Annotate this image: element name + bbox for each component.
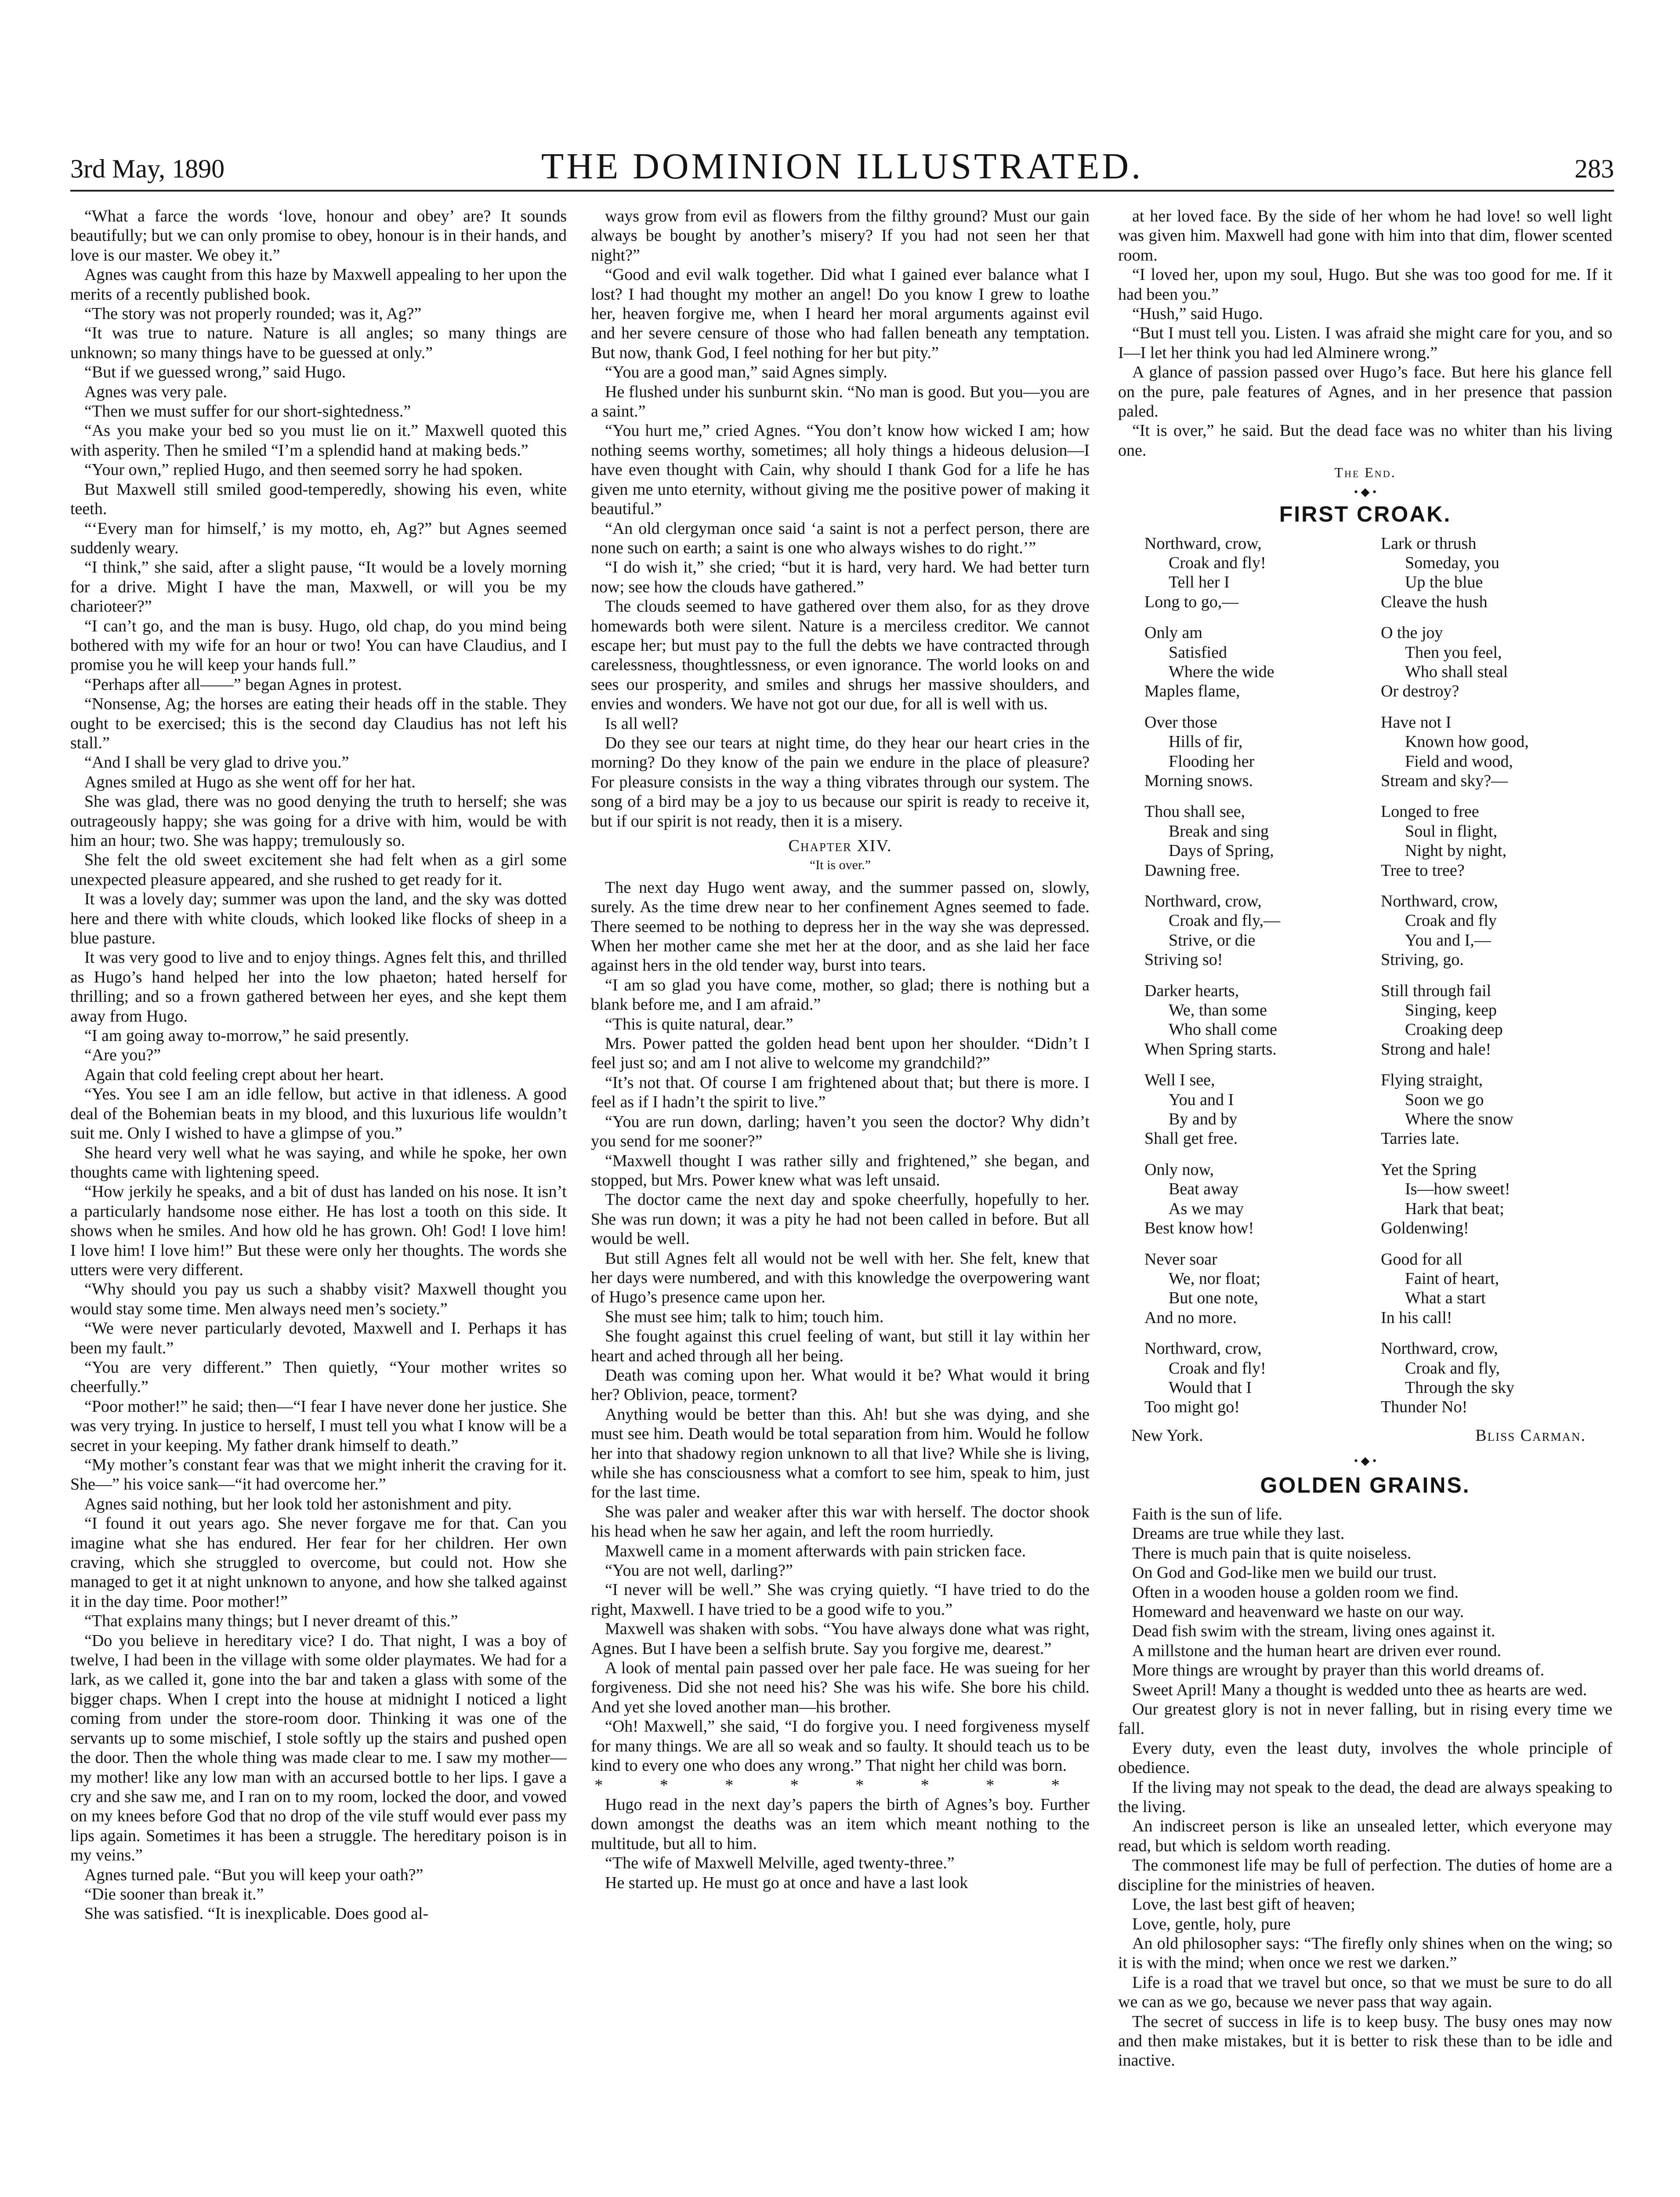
poem-title: FIRST CROAK. (1279, 502, 1452, 527)
paragraph: “My mother’s constant fear was that we might inherit the craving for it. She—” his voice sank—“it had overcome her.” (70, 1456, 567, 1494)
poem-line: But one note, (1169, 1289, 1258, 1308)
poem-stanza (1381, 981, 1590, 1059)
poem-stanza (1144, 1250, 1354, 1328)
paragraph: “I never will be well.” She was crying quietly. “I have tried to do the right, Maxwell. I have tried to be a good wife to you.” (591, 1581, 1090, 1619)
paragraph: “You are very different.” Then quietly, “Your mother writes so cheerfully.” (70, 1358, 567, 1396)
paragraph: “The story was not properly rounded; was it, Ag?” (84, 305, 422, 323)
paragraph: It was a lovely day; summer was upon the land, and the sky was dotted here and there with white clouds, which looked like flocks of sheep in a blue pasture. (70, 890, 567, 948)
paragraph: Anything would be better than this. Ah! but she was dying, and she must see him. Death would be total separation from him. Would he follow her into that shadowy region unknown to all that live? While she is living, while she has consciousness what a comfort to see him, speak to him, just for the last time. (591, 1405, 1090, 1502)
poem-line: Only am (1144, 624, 1202, 642)
paragraph: “It’s not that. Of course I am frightened about that; but there is more. I feel as if I hadn’t the spirit to live.” (591, 1073, 1090, 1112)
poem-line: Up the blue (1405, 573, 1483, 592)
poem-line: Known how good, (1405, 732, 1529, 751)
paragraph: “Then we must suffer for our short-sightedness.” (84, 402, 411, 421)
grains-couplet (1118, 1895, 1612, 1934)
paragraph: “But if we guessed wrong,” said Hugo. (84, 363, 346, 382)
poem-line: Over those (1144, 713, 1217, 732)
poem-line: You and I (1169, 1090, 1234, 1109)
poem-stanza (1381, 1339, 1590, 1417)
poem-line: Flooding her (1169, 752, 1255, 771)
paragraph: Death was coming upon her. What would it be? What would it bring her? Oblivion, peace, torment? (591, 1366, 1090, 1404)
poem-line: Shall get free. (1144, 1129, 1238, 1148)
paragraph: He started up. He must go at once and have a last look (605, 1873, 968, 1892)
poem-line: Days of Spring, (1169, 841, 1274, 860)
poem-line: Is—how sweet! (1405, 1180, 1510, 1199)
header-rule (70, 190, 1614, 192)
paragraph: Mrs. Power patted the golden head bent upon her shoulder. “Didn’t I feel just so; and am I not alive to welcome my grandchild?” (591, 1034, 1090, 1073)
poem-line: As we may (1169, 1199, 1244, 1218)
poem-place: New York. (1131, 1426, 1203, 1445)
paragraph: “I loved her, upon my soul, Hugo. But she was too good for me. If it had been you.” (1118, 265, 1612, 304)
story-text-col1 (70, 207, 567, 1924)
poem-line: Where the wide (1169, 662, 1274, 681)
grain-item: An indiscreet person is like an unsealed letter, which everyone may read, but which is seldom worth reading. (1118, 1817, 1612, 1855)
ornament-divider: • ◆ • (1354, 485, 1377, 498)
paragraph: “What a farce the words ‘love, honour and obey’ are? It sounds beautifully; but we can only promise to obey, honour is in their hands, and love is our master. We obey it.” (70, 207, 567, 265)
paragraph: Agnes said nothing, but her look told her astonishment and pity. (84, 1494, 512, 1513)
poem-line: Tell her I (1169, 573, 1230, 592)
couplet-line: Love, the last best gift of heaven; (1132, 1895, 1355, 1914)
grains-title: GOLDEN GRAINS. (1260, 1472, 1470, 1497)
paragraph: “Maxwell thought I was rather silly and frightened,” she began, and stopped, but Mrs. Power knew what was left unsaid. (591, 1151, 1090, 1189)
paragraph: “As you make your bed so you must lie on it.” Maxwell quoted this with asperity. Then he smiled “I’m a splendid hand at making beds.” (70, 421, 567, 460)
poem-right-column (1381, 534, 1590, 1428)
paragraph: But Maxwell still smiled good-temperedly, showing his even, white teeth. (70, 480, 567, 518)
poem-stanza (1144, 1339, 1354, 1417)
grain-item: Faith is the sun of life. (1132, 1505, 1282, 1523)
poem-stanza (1144, 534, 1354, 612)
poem-line: Thunder No! (1380, 1398, 1468, 1417)
paragraph: He flushed under his sunburnt skin. “No man is good. But you—you are a saint.” (591, 382, 1090, 421)
paragraph: “How jerkily he speaks, and a bit of dust has landed on his nose. It isn’t a particularly handsome nose either. He has lost a tooth on this side. It shows when he smiles. And how old he has grown. Oh! God! I love him! I love him! I love him!” But these were only her thoughts. The words she utters were very different. (70, 1182, 567, 1279)
grain-item: If the living may not speak to the dead, the dead are always speaking to the living. (1118, 1778, 1612, 1816)
paragraph: “Perhaps after all——” began Agnes in protest. (84, 675, 402, 694)
poem-line: Northward, crow, (1380, 1339, 1498, 1358)
poem-line: Field and wood, (1405, 752, 1513, 771)
poem-line: Night by night, (1405, 841, 1507, 860)
story-text-col2a (591, 207, 1090, 831)
poem-line: Longed to free (1380, 802, 1479, 821)
poem-line: What a start (1405, 1289, 1486, 1308)
paragraph: “Yes. You see I am an idle fellow, but active in that idleness. A good deal of the Bohemian beats in my blood, and this luxurious life wouldn’t suit me. Only I wished to have a glimpse of you.” (70, 1085, 567, 1143)
poem-line: You and I,— (1405, 931, 1491, 950)
grain-item: On God and God-like men we build our trust. (1132, 1563, 1437, 1582)
paragraph: But still Agnes felt all would not be well with her. She felt, knew that her days were numbered, and with this knowledge the overpowering want of Hugo’s presence came upon her. (591, 1249, 1090, 1307)
poem-line: Stream and sky?— (1380, 771, 1508, 790)
column-1 (70, 207, 567, 2197)
paragraph: Agnes turned pale. “But you will keep your oath?” (84, 1865, 424, 1884)
poem-line: Flying straight, (1380, 1071, 1483, 1090)
paragraph: Agnes smiled at Hugo as she went off for her hat. (84, 772, 416, 791)
paragraph: “Nonsense, Ag; the horses are eating their heads off in the stable. They ought to be exercised; this is the second day Claudius has not left his stall.” (70, 695, 567, 752)
paragraph: She heard very well what he was saying, and while he spoke, her own thoughts came with lightening speed. (70, 1143, 567, 1182)
poem-line: Never soar (1144, 1250, 1217, 1269)
section-stars: * * * * * * * * (594, 1776, 1086, 1795)
paragraph: “You are run down, darling; haven’t you seen the doctor? Why didn’t you send for me sooner?” (591, 1112, 1090, 1151)
poem-stanza (1381, 534, 1590, 612)
paragraph: “You are not well, darling?” (605, 1561, 793, 1580)
poem-line: Croak and fly! (1169, 553, 1266, 572)
paragraph: She was satisfied. “It is inexplicable. Does good al- (84, 1904, 429, 1923)
poem-line: Or destroy? (1380, 682, 1459, 701)
poem-line: Good for all (1380, 1250, 1463, 1269)
poem-stanza (1381, 623, 1590, 701)
poem-line: Striving so! (1144, 950, 1223, 969)
poem-line: Only now, (1144, 1160, 1214, 1179)
paragraph: Do they see our tears at night time, do they hear our heart cries in the morning? Do they know of the pain we endure in the place of pleasure? For pleasure consists in the way a thing vibrates through our system. The song of a bird may be a joy to us because our spirit is ready to receive it, but if our spirit is not ready, then it is a misery. (591, 733, 1090, 830)
paragraph: A glance of passion passed over Hugo’s face. But here his glance fell on the pure, pale features of Agnes, and in her presence that passion paled. (1118, 363, 1612, 421)
paragraph: “But I must tell you. Listen. I was afraid she might care for you, and so I—I let her think you had led Alminere wrong.” (1118, 324, 1612, 362)
poem-line: Too might go! (1144, 1398, 1240, 1417)
couplet-line: Love, gentle, holy, pure (1132, 1914, 1291, 1933)
paragraph: “I am so glad you have come, mother, so glad; there is nothing but a blank before me, and I am afraid.” (591, 975, 1090, 1014)
paragraph: Maxwell came in a moment afterwards with pain stricken face. (605, 1541, 1026, 1560)
paragraph: Agnes was very pale. (84, 382, 228, 401)
paragraph: “This is quite natural, dear.” (605, 1015, 793, 1033)
grain-item: The commonest life may be full of perfection. The duties of home are a discipline for the ministries of heaven. (1118, 1856, 1612, 1894)
issue-date: 3rd May, 1890 (70, 154, 225, 183)
story-text-col2b (591, 878, 1090, 1776)
poem-stanza (1144, 623, 1354, 701)
paragraph: Maxwell was shaken with sobs. “You have always done what was right, Agnes. But I have been a selfish brute. Say you forgive me, dearest.” (591, 1620, 1090, 1658)
poem-line: And no more. (1144, 1308, 1237, 1327)
paragraph: Again that cold feeling crept about her heart. (84, 1065, 384, 1084)
poem-line: Thou shall see, (1144, 802, 1246, 821)
poem-stanza (1381, 1250, 1590, 1328)
paragraph: The next day Hugo went away, and the summer passed on, slowly, surely. As the time drew near to her confinement Agnes seemed to fade. There seemed to be nothing to depress her in the way she was depressed. When her mother came she met her at the door, and as she laid her face against hers in the old tender way, burst into tears. (591, 878, 1090, 975)
poem-line: We, than some (1169, 1001, 1267, 1020)
paragraph: She must see him; talk to him; touch him. (605, 1307, 884, 1326)
paragraph: “I found it out years ago. She never forgave me for that. Can you imagine what she has endured. Her fear for her children. Her own craving, which she struggled to overcome, but could not. How she managed to get it at night unknown to anyone, and how she talked against it in the day time. Poor mother!” (70, 1514, 567, 1611)
poem-line: Hills of fir, (1169, 732, 1243, 751)
paragraph: “Do you believe in hereditary vice? I do. That night, I was a boy of twelve, I had been in the village with some older playmates. We had for a lark, as we called it, gone into the bar and taken a glass with some of the bigger chaps. When I crept into the house at midnight I noticed a light coming from under the store-room door. Thinking it was one of the servants up to some mischief, I stole softly up the stairs and pushed open the door. Then the whole thing was made clear to me. I saw my mother—my mother! like any low man with an accursed bottle to her lips. I gave a cry and she saw me, and I ran on to my room, locked the door, and vowed on my knees before God that no drop of the vile stuff would ever pass my lips again. Sometimes it has been a struggle. The hereditary poison is in my veins.” (70, 1631, 567, 1865)
paragraph: She felt the old sweet excitement she had felt when as a girl some unexpected pleasure appeared, and she rushed to get ready for it. (70, 851, 567, 889)
paragraph: ways grow from evil as flowers from the filthy ground? Must our gain always be bought by another’s misery? If you had not seen her that night?” (591, 207, 1090, 265)
paragraph: “I do wish it,” she cried; “but it is hard, very hard. We had better turn now; see how the clouds have gathered.” (591, 558, 1090, 596)
poem-stanza (1381, 802, 1590, 880)
poem-stanza (1144, 1070, 1354, 1149)
paragraph: The doctor came the next day and spoke cheerfully, hopefully to her. She was run down; it was a pity he had not been called in before. But all would be well. (591, 1190, 1090, 1248)
poem-line: Tree to tree? (1380, 861, 1465, 880)
paragraph: “I think,” she said, after a slight pause, “It would be a lovely morning for a drive. Might I have the man, Maxwell, or will you be my charioteer?” (70, 558, 567, 616)
poem-line: Dawning free. (1144, 861, 1240, 880)
grains-list (1118, 1505, 1612, 1895)
poem-line: Croaking deep (1405, 1020, 1503, 1039)
poem-stanza (1381, 892, 1590, 970)
poem-line: Break and sing (1169, 822, 1269, 841)
paragraph: Agnes was caught from this haze by Maxwell appealing to her upon the merits of a recently published book. (70, 265, 567, 304)
grain-item: Every duty, even the least duty, involves the whole principle of obedience. (1118, 1739, 1612, 1777)
poem-line: Soul in flight, (1405, 822, 1498, 841)
poem-line: Then you feel, (1405, 643, 1502, 662)
poem-line: Would that I (1169, 1378, 1252, 1397)
masthead-title: THE DOMINION ILLUSTRATED. (541, 146, 1144, 187)
the-end-label: The End. (1334, 464, 1396, 481)
poem-line: Croak and fly (1405, 911, 1497, 930)
poem-line: Strive, or die (1169, 931, 1256, 950)
ornament-divider-2: • ◆ • (1354, 1454, 1377, 1468)
grain-item: Dreams are true while they last. (1132, 1524, 1345, 1543)
paragraph: “We were never particularly devoted, Maxwell and I. Perhaps it has been my fault.” (70, 1319, 567, 1357)
poem-line: In his call! (1380, 1308, 1452, 1327)
poem-line: When Spring starts. (1144, 1040, 1277, 1059)
poem-stanza (1144, 802, 1354, 880)
paragraph: “‘Every man for himself,’ is my motto, eh, Ag?” but Agnes seemed suddenly weary. (70, 519, 567, 557)
grain-item: The secret of success in life is to keep busy. The busy ones may now and then make mistakes, but it is better to risk these than to be idle and inactive. (1118, 2012, 1612, 2070)
poem-line: Maples flame, (1144, 682, 1240, 701)
paragraph: “Oh! Maxwell,” she said, “I do forgive you. I need forgiveness myself for many things. We are all so weak and so faulty. It should teach us to be kind to every one who does any wrong.” That night her child was born. (591, 1717, 1090, 1775)
paragraph: “Good and evil walk together. Did what I gained ever balance what I lost? I had thought my mother an angel! Do you know I grew to loathe her, heaven forgive me, when I heard her moral arguments against evil and her severe censure of those who had fallen beneath any temptation. But now, thank God, I feel nothing for her but pity.” (591, 265, 1090, 362)
paragraph: “It was true to nature. Nature is all angles; so many things are unknown; so many things have to be guessed at only.” (70, 324, 567, 362)
paragraph: “I can’t go, and the man is busy. Hugo, old chap, do you mind being bothered with my wife for an hour or two! You can have Claudius, and I promise you he will keep your hands full.” (70, 616, 567, 674)
paragraph: “And I shall be very glad to drive you.” (84, 753, 349, 772)
poem-line: Through the sky (1405, 1378, 1515, 1397)
poem-line: Morning snows. (1144, 771, 1253, 790)
poem-line: Goldenwing! (1380, 1219, 1469, 1238)
poem-line: Best know how! (1144, 1219, 1254, 1238)
story-text-col2c (591, 1795, 1090, 1892)
grain-item: Often in a wooden house a golden room we find. (1132, 1583, 1459, 1602)
poem-line: Darker hearts, (1144, 981, 1239, 1000)
poem-line: Strong and hale! (1380, 1040, 1492, 1059)
poem-author: Bliss Carman. (1475, 1426, 1586, 1445)
poem-stanza (1381, 1070, 1590, 1149)
poem-stanza (1381, 1160, 1590, 1238)
poem-line: Where the snow (1405, 1110, 1513, 1129)
poem-line: Northward, crow, (1144, 534, 1262, 553)
paragraph: Is all well? (605, 714, 678, 733)
poem-body (1118, 534, 1612, 1428)
grain-item: A millstone and the human heart are driven ever round. (1132, 1641, 1501, 1660)
poem-signature (1118, 1426, 1612, 1445)
paragraph: “Die sooner than break it.” (84, 1885, 264, 1903)
paragraph: “Poor mother!” he said; then—“I fear I have never done her justice. She was very trying. In justice to herself, I must tell you what I know will be a secret in your keeping. My father drank himself to death.” (70, 1397, 567, 1455)
poem-line: By and by (1169, 1110, 1238, 1129)
poem-line: Northward, crow, (1144, 892, 1262, 910)
paragraph: “Hush,” said Hugo. (1132, 305, 1263, 323)
poem-line: Lark or thrush (1380, 534, 1477, 553)
poem-stanza (1144, 713, 1354, 791)
story-text-col3 (1118, 207, 1612, 460)
poem-left-column (1144, 534, 1354, 1428)
paragraph: “You are a good man,” said Agnes simply. (605, 363, 887, 382)
poem-line: Still through fail (1380, 981, 1492, 1000)
paragraph: at her loved face. By the side of her whom he had love! so well light was given him. Maxwell had gone with him into that dim, flower scented room. (1118, 207, 1612, 265)
paragraph: She was paler and weaker after this war with herself. The doctor shook his head when he saw her again, and left the room hurriedly. (591, 1502, 1090, 1541)
poem-line: Soon we go (1405, 1090, 1484, 1109)
poem-line: Who shall come (1169, 1020, 1277, 1039)
poem-line: Someday, you (1405, 553, 1499, 572)
poem-line: Northward, crow, (1380, 892, 1498, 910)
poem-line: Cleave the hush (1380, 592, 1488, 611)
paragraph: “Why should you pay us such a shabby visit? Maxwell thought you would stay some time. Men always need men’s society.” (70, 1280, 567, 1318)
grain-item: Dead fish swim with the stream, living ones against it. (1132, 1622, 1495, 1641)
paragraph: “Your own,” replied Hugo, and then seemed sorry he had spoken. (84, 460, 523, 479)
paragraph: “You hurt me,” cried Agnes. “You don’t know how wicked I am; how nothing seems worthy, sometimes; all holy things a hideous delusion—I have even thought with Cain, why should I thank God for a life he has given me unto eternity, without giving me the positive power of making it beautiful.” (591, 421, 1090, 518)
poem-line: Striving, go. (1380, 950, 1464, 969)
poem-stanza (1381, 713, 1590, 791)
poem-line: Northward, crow, (1144, 1339, 1262, 1358)
paragraph: The clouds seemed to have gathered over them also, for as they drove homewards both were silent. Nature is a merciless creditor. We cannot escape her; but must pay to the full the debts we have contracted through carelessness, thoughtlessness, or even ignorance. The world looks on and sees our prosperity, and smiles and shrugs her massive shoulders, and envies and wonders. We have not got our due, for all is well with us. (591, 597, 1090, 714)
column-3 (1118, 207, 1612, 2197)
grains-list-2 (1118, 1934, 1612, 2070)
poem-line: Yet the Spring (1380, 1160, 1477, 1179)
paragraph: It was very good to live and to enjoy things. Agnes felt this, and thrilled as Hugo’s hand helped her into the low phaeton; hated herself for thrilling; and so a frown gathered between her eyes, and she kept them away from Hugo. (70, 948, 567, 1026)
poem-line: Tarries late. (1380, 1129, 1459, 1148)
paragraph: “That explains many things; but I never dreamt of this.” (84, 1612, 458, 1631)
grain-item: Our greatest glory is not in never falling, but in rising every time we fall. (1118, 1700, 1612, 1738)
poem-line: Croak and fly! (1169, 1359, 1266, 1378)
paragraph: “I am going away to-morrow,” he said presently. (84, 1026, 409, 1045)
poem-line: Beat away (1169, 1180, 1239, 1199)
paragraph: “The wife of Maxwell Melville, aged twenty-three.” (605, 1854, 955, 1873)
column-2 (591, 207, 1090, 2197)
paragraph: She was glad, there was no good denying the truth to herself; she was outrageously happy; she was going for a drive with him, would be with him an hour; two. She was happy; tremulously so. (70, 792, 567, 850)
poem-line: Faint of heart, (1405, 1269, 1499, 1288)
paragraph: “An old clergyman once said ‘a saint is not a perfect person, there are none such on earth; a saint is one who always wishes to do right.’” (591, 519, 1090, 557)
paragraph: She fought against this cruel feeling of want, but still it lay within her heart and ached through all her being. (591, 1327, 1090, 1365)
grain-item: Homeward and heavenward we haste on our way. (1132, 1602, 1464, 1621)
poem-line: Croak and fly,— (1169, 911, 1280, 930)
poem-line: We, nor float; (1169, 1269, 1261, 1288)
chapter-title: Chapter XIV. (788, 837, 892, 855)
poem-line: Croak and fly, (1405, 1359, 1500, 1378)
chapter-subtitle: “It is over.” (809, 858, 871, 873)
poem-line: Satisfied (1169, 643, 1227, 662)
paragraph: “It is over,” he said. But the dead face was no whiter than his living one. (1118, 421, 1612, 460)
paragraph: A look of mental pain passed over her pale face. He was sueing for her forgiveness. Did she not need his? She was his wife. She bore his child. And yet she loved another man—his brother. (591, 1659, 1090, 1716)
poem-line: Long to go,— (1144, 592, 1239, 611)
poem-line: Singing, keep (1405, 1001, 1497, 1020)
poem-stanza (1144, 1160, 1354, 1238)
poem-line: Who shall steal (1405, 662, 1508, 681)
grain-item: There is much pain that is quite noiseless. (1132, 1544, 1412, 1563)
paragraph: Hugo read in the next day’s papers the birth of Agnes’s boy. Further down amongst the deaths was an item which meant nothing to the multitude, but all to him. (591, 1795, 1090, 1853)
poem-line: Hark that beat; (1405, 1199, 1504, 1218)
grain-item: Sweet April! Many a thought is wedded unto thee as hearts are wed. (1132, 1680, 1587, 1699)
poem-line: Well I see, (1144, 1071, 1215, 1090)
grain-item: Life is a road that we travel but once, so that we must be sure to do all we can as we go, because we never pass that way again. (1118, 1973, 1612, 2012)
grain-item: More things are wrought by prayer than this world dreams of. (1132, 1661, 1545, 1680)
page-number: 283 (1575, 154, 1614, 183)
poem-stanza (1144, 981, 1354, 1059)
poem-line: O the joy (1380, 624, 1443, 642)
poem-stanza (1144, 892, 1354, 970)
paragraph: “Are you?” (84, 1046, 161, 1065)
grain-item: An old philosopher says: “The firefly only shines when on the wing; so it is with the mind; when once we rest we darken.” (1118, 1934, 1612, 1972)
poem-line: Have not I (1380, 713, 1452, 732)
